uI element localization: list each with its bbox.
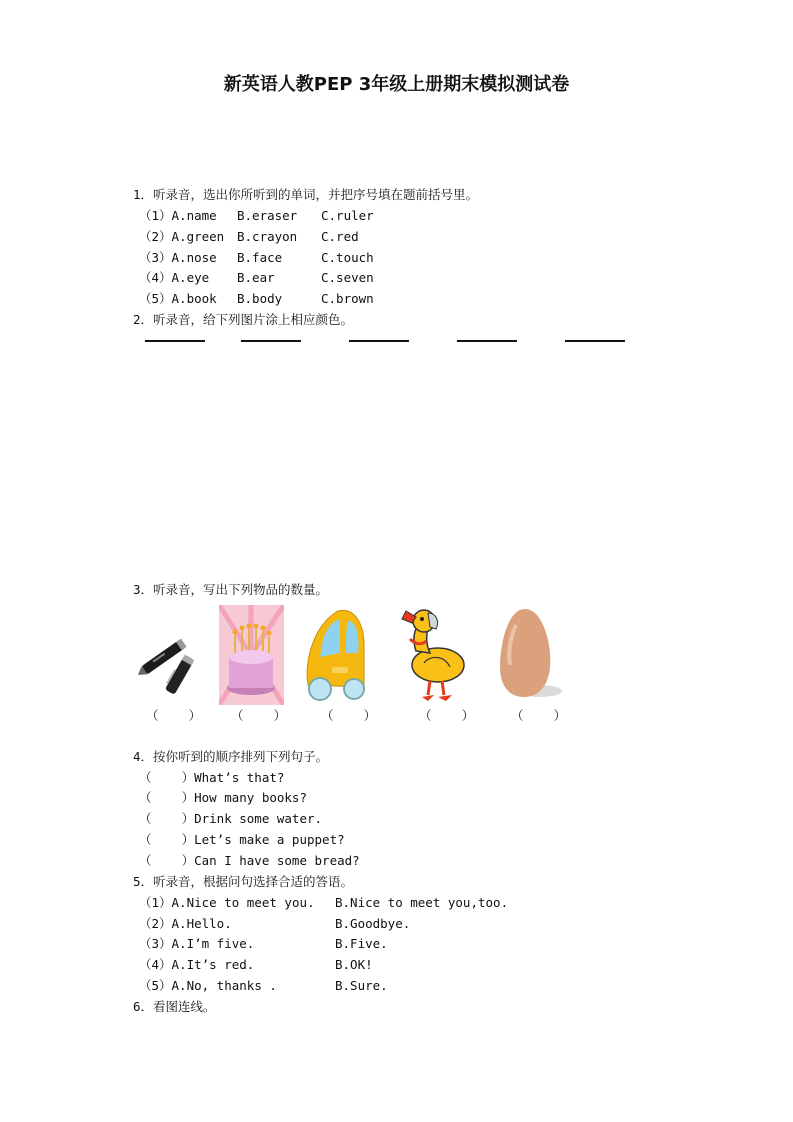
section1-row: （5）A.book B.body C.brown — [139, 291, 374, 306]
answer-paren[interactable]: （ ） — [231, 708, 287, 723]
answer-paren[interactable]: （ ） — [321, 708, 377, 723]
page-title: 新英语人教PEP 3年级上册期末模拟测试卷 — [223, 74, 570, 95]
section1-row: （4）A.eye B.ear C.seven — [139, 270, 374, 285]
section2-heading: 2．听录音，给下列图片涂上相应颜色。 — [133, 312, 354, 327]
sentence-item: （ ）Let’s make a puppet? — [139, 832, 345, 847]
egg-image — [496, 605, 566, 705]
birthday-cake-image — [219, 605, 284, 705]
toy-car-image — [302, 605, 368, 705]
section1-row: （2）A.green B.crayon C.red — [139, 229, 359, 244]
answer-paren[interactable]: （ ） — [419, 708, 475, 723]
section4-heading: 4．按你听到的顺序排列下列句子。 — [133, 749, 329, 764]
section1-row: （1）A.name B.eraser C.ruler — [139, 208, 374, 223]
answer-paren[interactable]: （ ） — [146, 708, 202, 723]
pen-image — [132, 605, 204, 705]
section1-row: （3）A.nose B.face C.touch — [139, 250, 374, 265]
section6-heading: 6．看图连线。 — [133, 999, 216, 1014]
section5-row: （4）A.It’s red. B.OK! — [139, 957, 373, 972]
duck-image — [400, 605, 466, 705]
section5-heading: 5．听录音，根据问句选择合适的答语。 — [133, 874, 354, 889]
section3-heading: 3．听录音，写出下列物品的数量。 — [133, 582, 329, 597]
answer-blank[interactable] — [145, 340, 205, 342]
sentence-item: （ ）Can I have some bread? — [139, 853, 360, 868]
section5-row: （2）A.Hello. B.Goodbye. — [139, 916, 411, 931]
section5-row: （1）A.Nice to meet you. B.Nice to meet you,too. — [139, 895, 509, 910]
section5-row: （3）A.I’m five. B.Five. — [139, 936, 388, 951]
sentence-item: （ ）What’s that? — [139, 770, 285, 785]
answer-blank[interactable] — [457, 340, 517, 342]
sentence-item: （ ）Drink some water. — [139, 811, 323, 826]
answer-blank[interactable] — [349, 340, 409, 342]
answer-blank[interactable] — [565, 340, 625, 342]
section1-heading: 1．听录音，选出你所听到的单词，并把序号填在题前括号里。 — [133, 187, 479, 202]
answer-paren[interactable]: （ ） — [511, 708, 567, 723]
section5-row: （5）A.No, thanks . B.Sure. — [139, 978, 388, 993]
sentence-item: （ ）How many books? — [139, 790, 307, 805]
answer-blank[interactable] — [241, 340, 301, 342]
